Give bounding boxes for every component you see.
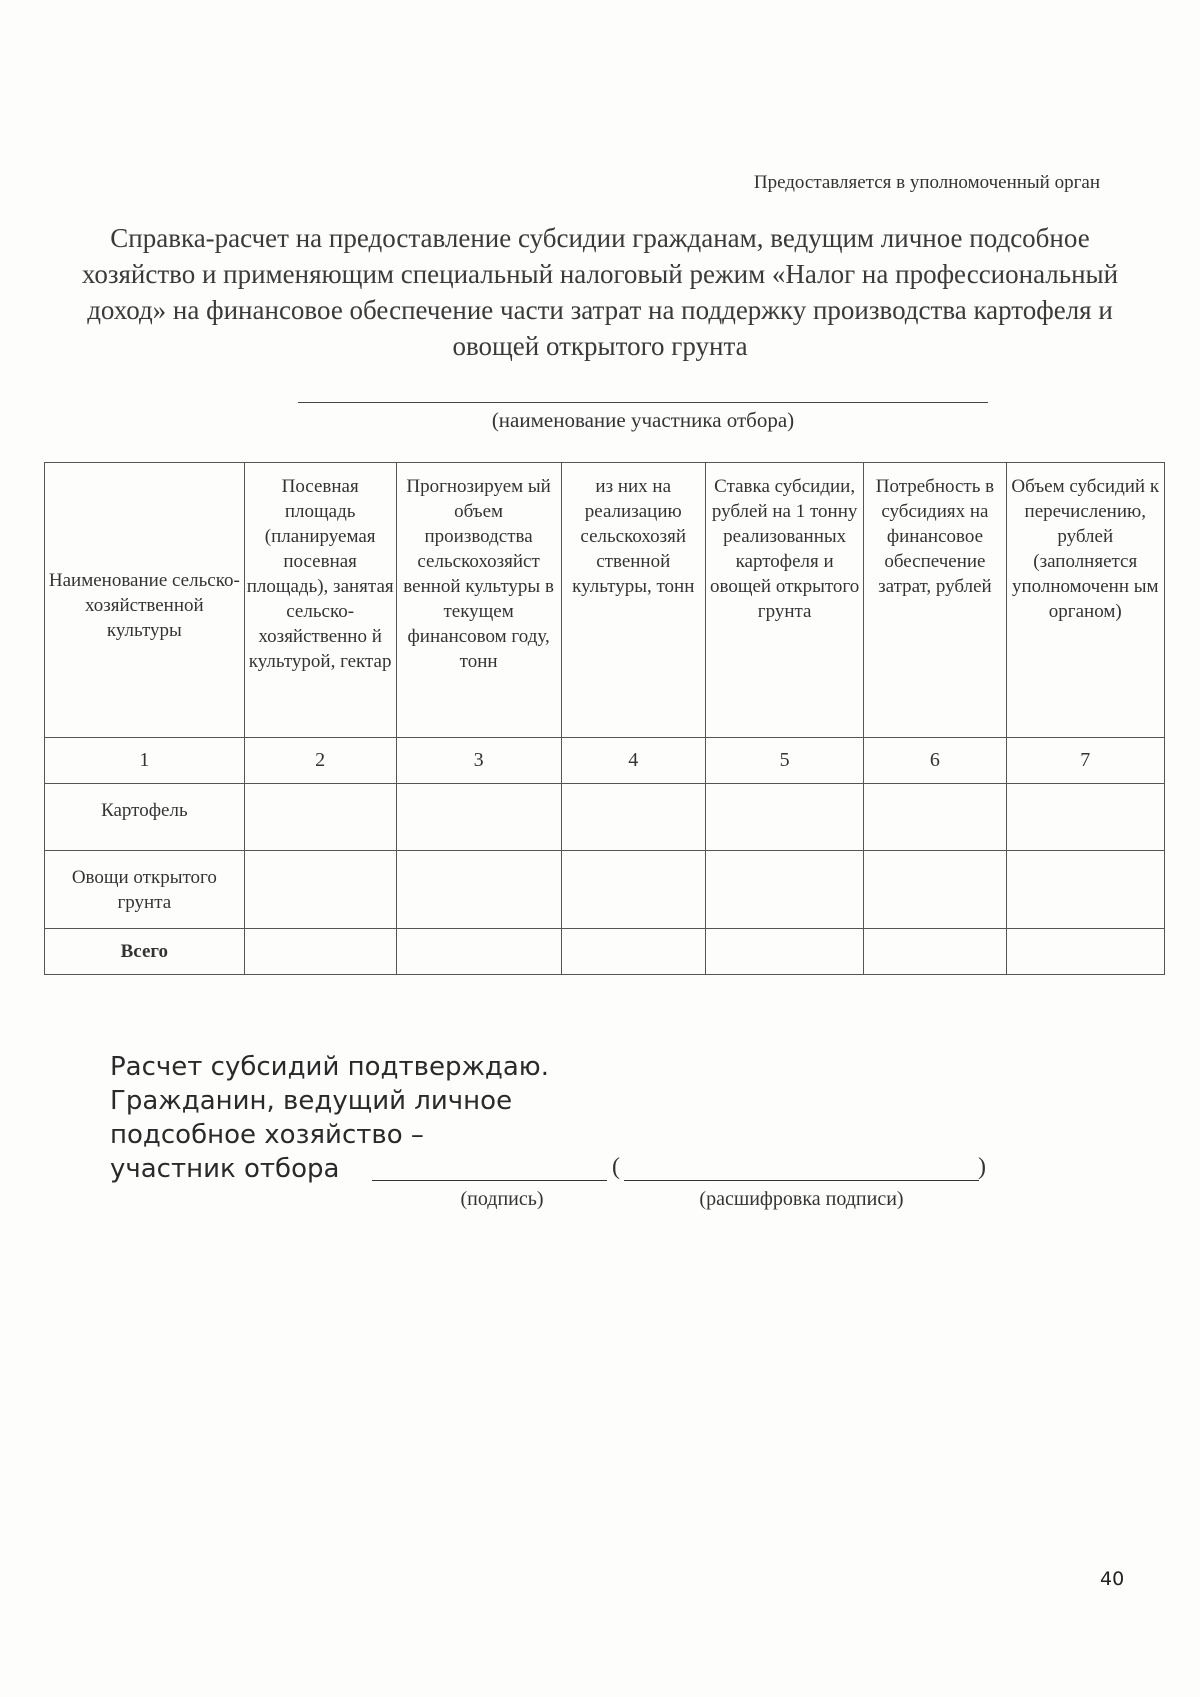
table-cell [864,784,1006,851]
subsidy-table [44,462,1165,975]
column-number: 6 [864,738,1006,784]
row-label: Всего [45,929,245,975]
signature-caption: (подпись) [460,1188,544,1210]
confirmation-block [110,1050,549,1186]
column-number: 7 [1006,738,1165,784]
table-cell [705,851,863,929]
table-cell [1006,784,1165,851]
confirmation-line: участник отбора [110,1154,340,1184]
table-cell [396,784,561,851]
table-cell [1006,851,1165,929]
submission-note: Предоставляется в уполномоченный орган [753,172,1100,193]
column-header-forecast-volume: Прогнозируем ый объем производства сельскохозяйст венной культуры в текущем финансовом году, тонн [396,463,561,738]
signature-decode-caption: (расшифровка подписи) [699,1188,904,1210]
table-cell [561,929,705,975]
table-cell [396,929,561,975]
column-header-crop: Наименование сельско-хозяйственной культуры [45,463,245,738]
participant-name-line [298,402,988,403]
column-header-for-sale: из них на реализацию сельскохозяй ственной культуры, тонн [561,463,705,738]
table-cell [561,784,705,851]
table-cell [864,929,1006,975]
page-number: 40 [1100,1568,1125,1590]
column-number: 3 [396,738,561,784]
signature-line [372,1180,607,1181]
participant-caption: (наименование участника отбора) [491,408,795,432]
column-number: 5 [705,738,863,784]
table-cell [705,784,863,851]
table-cell [244,784,396,851]
table-cell [561,851,705,929]
table-row-open-ground-vegetables [45,851,1165,929]
open-parenthesis: ( [612,1154,620,1180]
column-header-area: Посевная площадь (планируемая посевная площадь), занятая сельско-хозяйственно й культурой, гектар [244,463,396,738]
document-title: Справка-расчет на предоставление субсидии гражданам, ведущим личное подсобное хозяйство и применяющим специальный налоговый режим «Налог на профессиональный доход» на финансовое обеспечение части затрат на поддержку производства картофеля и овощей открытого грунта [81,223,1119,361]
table-row-potato [45,784,1165,851]
table-cell [864,851,1006,929]
column-numbers-row [45,738,1165,784]
signature-decode-line [624,1180,979,1181]
table-cell [1006,929,1165,975]
confirmation-line: Гражданин, ведущий личное [110,1086,513,1116]
column-number: 4 [561,738,705,784]
table-cell [244,929,396,975]
confirmation-line: Расчет субсидий подтверждаю. [110,1052,549,1082]
table-cell [396,851,561,929]
row-label: Картофель [45,784,245,851]
table-cell [244,851,396,929]
table-header-row [45,463,1165,738]
table-cell [705,929,863,975]
table-row-total [45,929,1165,975]
row-label: Овощи открытого грунта [45,851,245,929]
close-parenthesis: ) [978,1154,986,1180]
column-header-subsidy-need: Потребность в субсидиях на финансовое обеспечение затрат, рублей [864,463,1006,738]
column-number: 2 [244,738,396,784]
column-header-transfer-amount: Объем субсидий к перечислению, рублей (заполняется уполномоченн ым органом) [1006,463,1165,738]
column-number: 1 [45,738,245,784]
column-header-subsidy-rate: Ставка субсидии, рублей на 1 тонну реализованных картофеля и овощей открытого грунта [705,463,863,738]
confirmation-line: подсобное хозяйство – [110,1120,424,1150]
